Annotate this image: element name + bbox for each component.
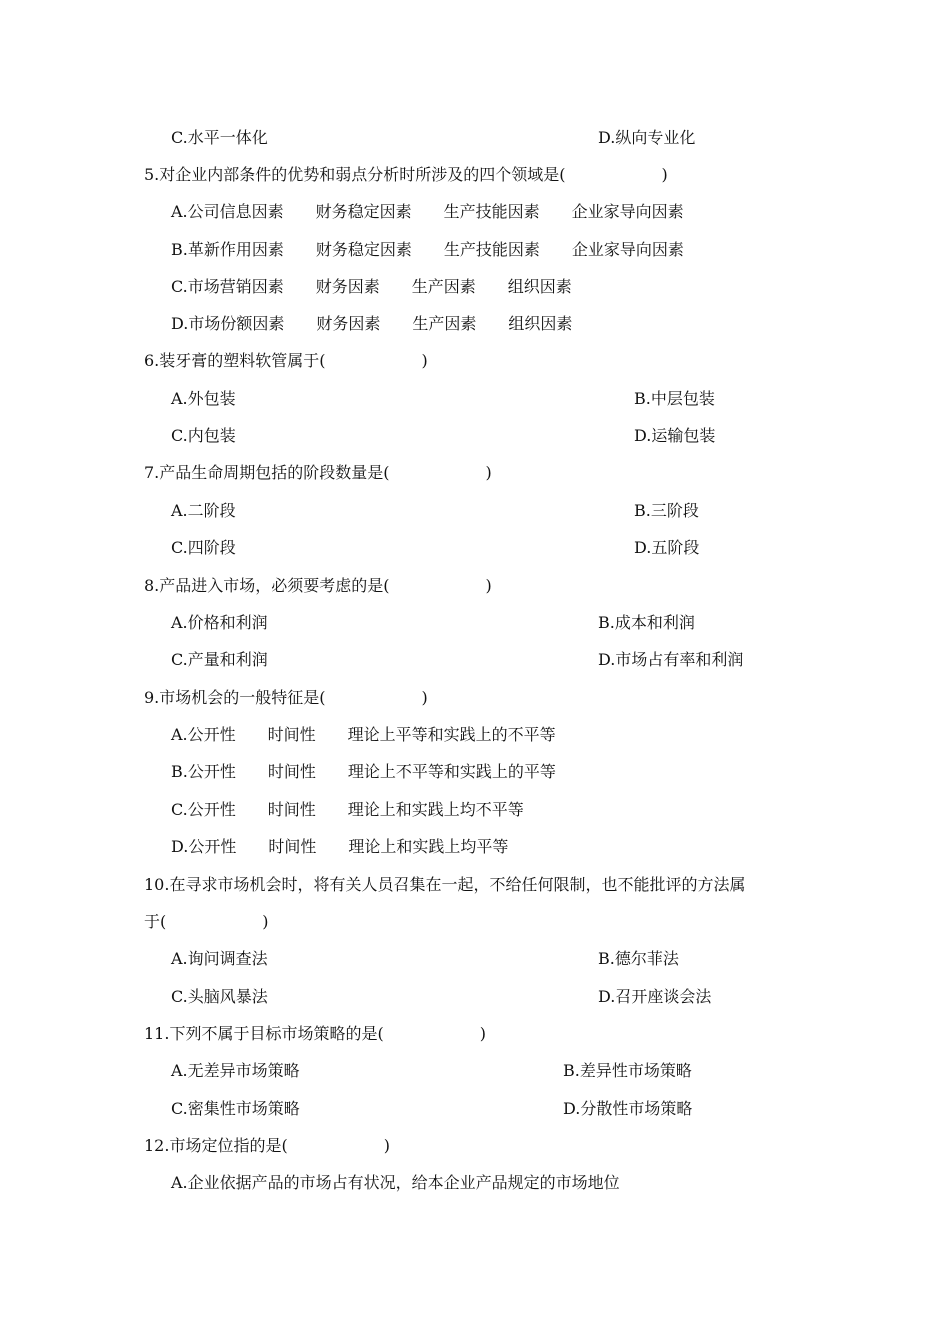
q6-stem: 6.装牙膏的塑料软管属于( ) xyxy=(144,351,428,370)
q6-option-a: A.外包装 xyxy=(171,389,236,408)
q7-option-d: D.五阶段 xyxy=(634,538,700,557)
q9-option-c: C.公开性 时间性 理论上和实践上均不平等 xyxy=(171,800,524,819)
q8-option-a: A.价格和利润 xyxy=(171,613,268,632)
q7-stem: 7.产品生命周期包括的阶段数量是( ) xyxy=(144,463,492,482)
q11-option-b: B.差异性市场策略 xyxy=(563,1061,692,1080)
q7-option-c: C.四阶段 xyxy=(171,538,236,557)
q11-option-c: C.密集性市场策略 xyxy=(171,1099,300,1118)
q10-option-c: C.头脑风暴法 xyxy=(171,987,268,1006)
q5-option-b: B.革新作用因素 财务稳定因素 生产技能因素 企业家导向因素 xyxy=(171,240,684,259)
q11-option-d: D.分散性市场策略 xyxy=(563,1099,693,1118)
q7-option-b: B.三阶段 xyxy=(634,501,699,520)
q12-option-a: A.企业依据产品的市场占有状况，给本企业产品规定的市场地位 xyxy=(171,1173,620,1192)
q8-stem: 8.产品进入市场，必须要考虑的是( ) xyxy=(144,576,492,595)
q8-option-b: B.成本和利润 xyxy=(598,613,695,632)
q7-option-a: A.二阶段 xyxy=(171,501,236,520)
q9-option-d: D.公开性 时间性 理论上和实践上均平等 xyxy=(171,837,509,856)
q9-option-a: A.公开性 时间性 理论上平等和实践上的不平等 xyxy=(171,725,556,744)
q11-option-a: A.无差异市场策略 xyxy=(171,1061,300,1080)
q5-option-d: D.市场份额因素 财务因素 生产因素 组织因素 xyxy=(171,314,573,333)
q4-option-c: C.水平一体化 xyxy=(171,128,268,147)
q6-option-d: D.运输包装 xyxy=(634,426,716,445)
q10-option-d: D.召开座谈会法 xyxy=(598,987,712,1006)
q12-stem: 12.市场定位指的是( ) xyxy=(144,1136,390,1155)
q10-stem-line1: 10.在寻求市场机会时，将有关人员召集在一起，不给任何限制，也不能批评的方法属 xyxy=(144,875,746,894)
q10-option-b: B.德尔菲法 xyxy=(598,949,679,968)
q6-option-b: B.中层包装 xyxy=(634,389,715,408)
q8-option-d: D.市场占有率和利润 xyxy=(598,650,744,669)
q4-option-d: D.纵向专业化 xyxy=(598,128,696,147)
q11-stem: 11.下列不属于目标市场策略的是( ) xyxy=(144,1024,486,1043)
q10-option-a: A.询问调查法 xyxy=(171,949,268,968)
q5-option-a: A.公司信息因素 财务稳定因素 生产技能因素 企业家导向因素 xyxy=(171,202,684,221)
q8-option-c: C.产量和利润 xyxy=(171,650,268,669)
q5-option-c: C.市场营销因素 财务因素 生产因素 组织因素 xyxy=(171,277,572,296)
q6-option-c: C.内包装 xyxy=(171,426,236,445)
q9-stem: 9.市场机会的一般特征是( ) xyxy=(144,688,428,707)
q9-option-b: B.公开性 时间性 理论上不平等和实践上的平等 xyxy=(171,762,556,781)
q10-stem-line2: 于( ) xyxy=(144,912,269,931)
q5-stem: 5.对企业内部条件的优势和弱点分析时所涉及的四个领域是( ) xyxy=(144,165,668,184)
